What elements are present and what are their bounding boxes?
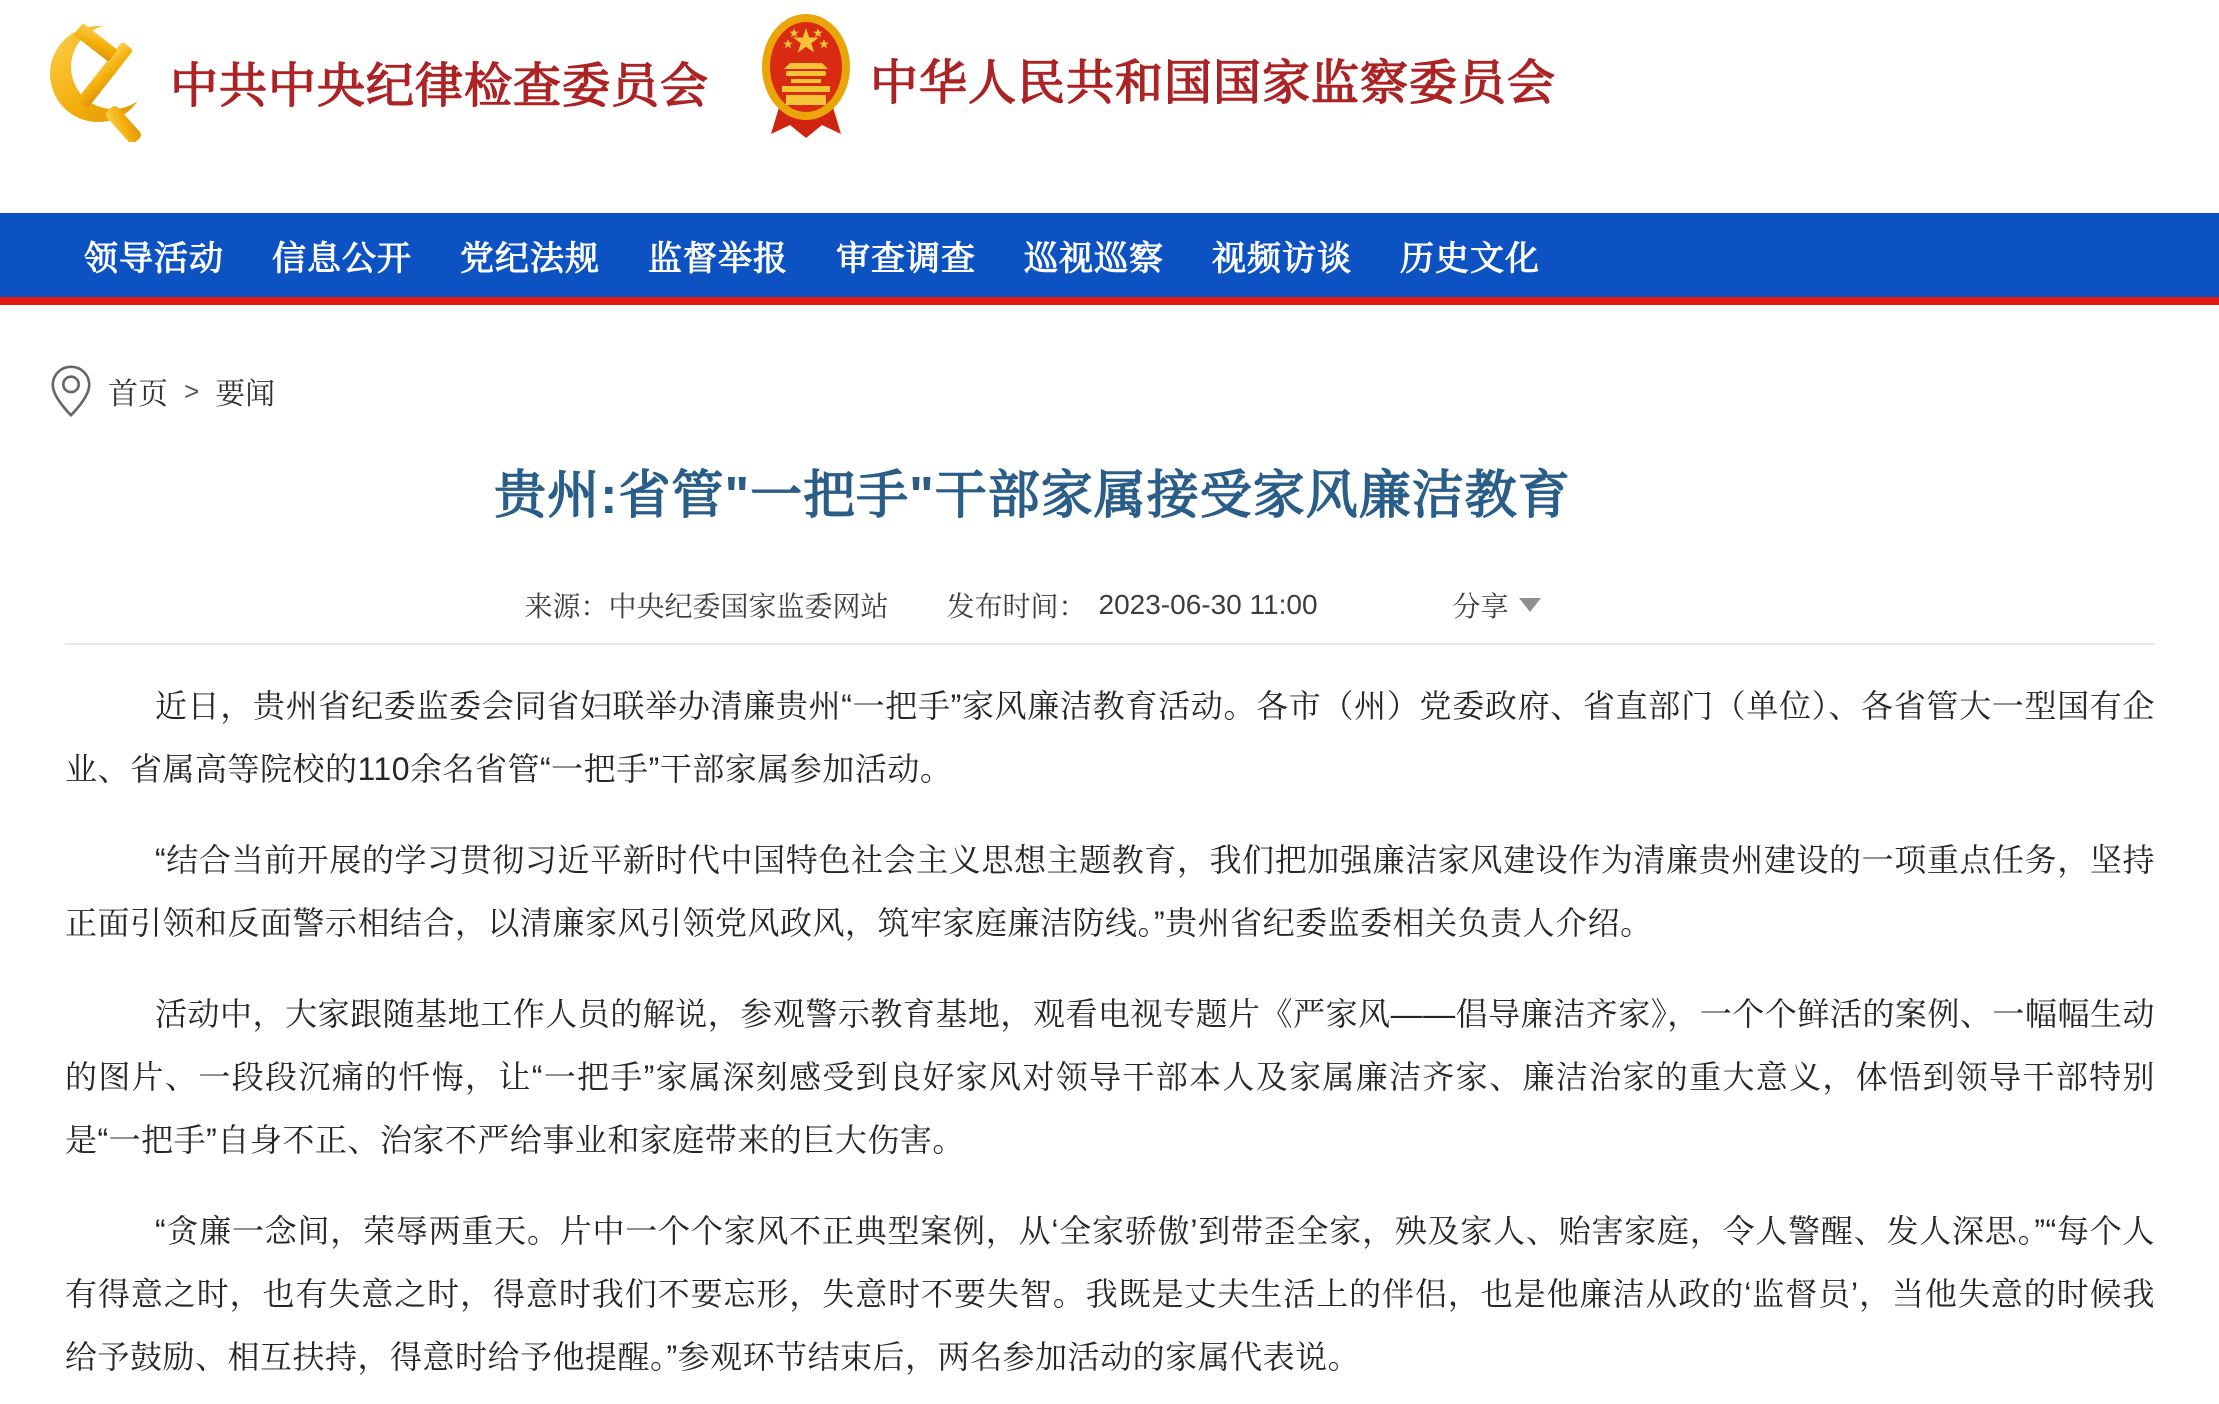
breadcrumb-current[interactable]: 要闻 [215, 378, 276, 411]
location-pin-icon [50, 364, 92, 418]
breadcrumb-home-link[interactable]: 首页 [108, 378, 168, 411]
national-emblem-icon [758, 12, 854, 144]
article-title: 贵州:省管"一把手"干部家属接受家风廉洁教育 [494, 467, 1571, 525]
nav-item-video[interactable]: 视频访谈 [1212, 240, 1352, 278]
nav-item-report[interactable]: 监督举报 [648, 240, 788, 278]
org-name-ccdi: 中共中央纪律检查委员会 [170, 59, 710, 113]
meta-time-label: 发布时间： [946, 591, 1087, 622]
breadcrumb [50, 363, 2219, 419]
nsc-logo[interactable] [758, 12, 1556, 144]
share-caret-icon [1519, 598, 1541, 612]
meta-time [947, 585, 1318, 625]
meta-source-label: 来源： [524, 591, 609, 622]
site-header [0, 0, 2219, 213]
meta-time-value: 2023-06-30 11:00 [1098, 589, 1318, 620]
nav-item-inspection[interactable]: 巡视巡察 [1024, 240, 1164, 278]
share-label: 分享 [1452, 591, 1509, 622]
meta-divider [65, 643, 2155, 645]
nav-item-history[interactable]: 历史文化 [1400, 240, 1540, 278]
paragraph: 活动中，大家跟随基地工作人员的解说，参观警示教育基地，观看电视专题片《严家风——倡导廉洁齐家》，一个个鲜活的案例、一幅幅生动的图片、一段段沉痛的忏悔，让“一把手”家属深刻感受到良好家风对领导干部本人及家属廉洁齐家、廉洁治家的重大意义，体悟到领导干部特别是“一把手”自身不正、治家不严给事业和家庭带来的巨大伤害。 [65, 996, 2155, 1158]
paragraph: “贪廉一念间，荣辱两重天。片中一个个家风不正典型案例，从‘全家骄傲’到带歪全家，殃及家人、贻害家庭，令人警醒、发人深思。”“每个人有得意之时，也有失意之时，得意时我们不要忘形，失意时不要失智。我既是丈夫生活上的伴侣，也是他廉洁从政的‘监督员’，当他失意的时候我给予鼓励、相互扶持，得意时给予他提醒。”参观环节结束后，两名参加活动的家属代表说。 [65, 1213, 2155, 1375]
paragraph: 近日，贵州省纪委监委会同省妇联举办清廉贵州“一把手”家风廉洁教育活动。各市（州）党委政府、省直部门（单位）、各省管大一型国有企业、省属高等院校的110余名省管“一把手”干部家属参加活动。 [65, 688, 2155, 787]
org-name-nsc: 中华人民共和国国家监察委员会 [870, 56, 1557, 110]
nav-item-investigation[interactable]: 审查调查 [836, 240, 976, 278]
paragraph: “结合当前开展的学习贯彻习近平新时代中国特色社会主义思想主题教育，我们把加强廉洁家风建设作为清廉贵州建设的一项重点任务，坚持正面引领和反面警示相结合，以清廉家风引领党风政风，筑牢家庭廉洁防线。”贵州省纪委监委相关负责人介绍。 [65, 842, 2155, 941]
nav-item-information[interactable]: 信息公开 [272, 240, 412, 278]
meta-source-value: 中央纪委国家监委网站 [608, 591, 889, 622]
article [0, 459, 2219, 1389]
main-nav [0, 213, 2219, 297]
nav-item-regulations[interactable]: 党纪法规 [460, 240, 600, 278]
nav-item-leadership[interactable]: 领导活动 [84, 240, 224, 278]
share-button[interactable] [1453, 585, 1541, 625]
red-divider [0, 297, 2219, 305]
article-meta [65, 585, 2000, 625]
meta-source [524, 585, 888, 625]
ccdi-logo[interactable] [46, 20, 709, 142]
party-emblem-icon [46, 20, 156, 142]
breadcrumb-separator: > [184, 375, 200, 406]
article-body [65, 675, 2155, 1389]
